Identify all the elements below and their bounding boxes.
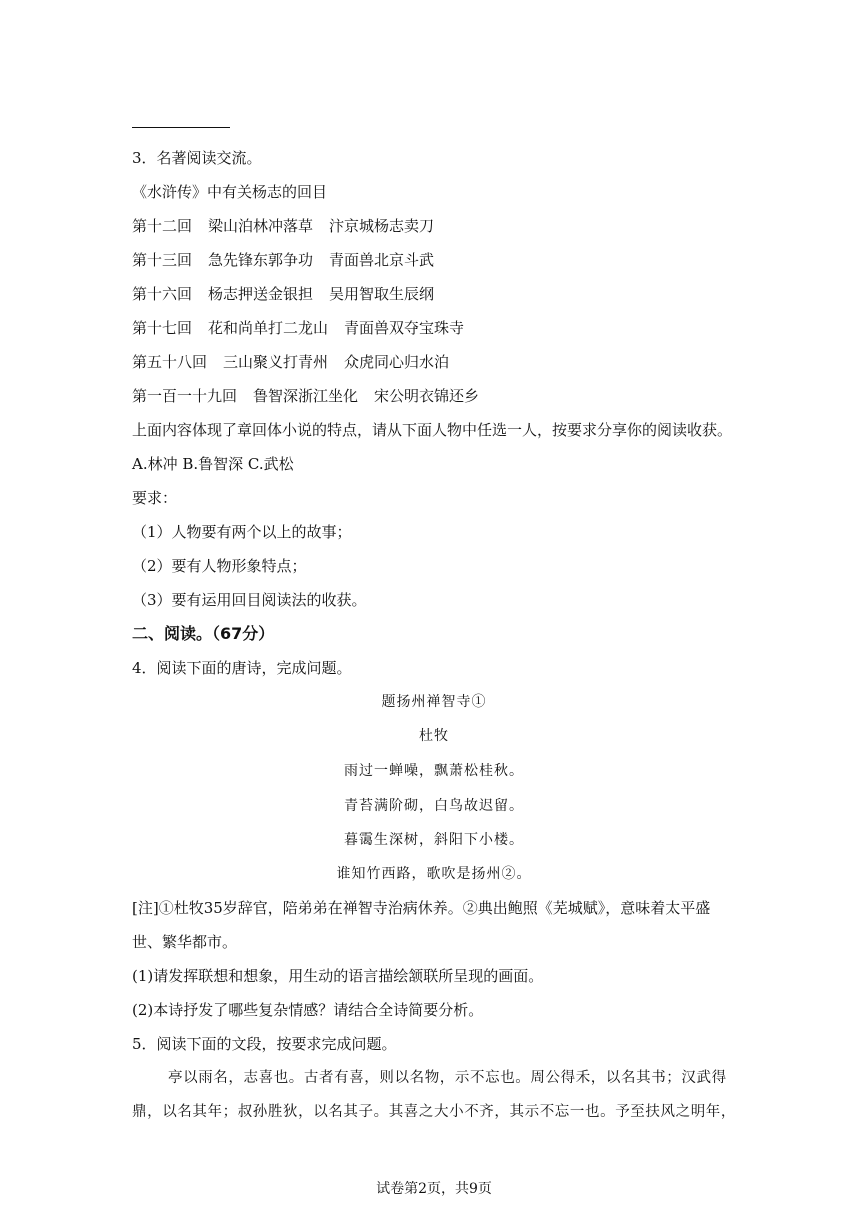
- q3-title: 3．名著阅读交流。: [132, 149, 262, 167]
- q4-subquestion-2: (2)本诗抒发了哪些复杂情感？请结合全诗简要分析。: [132, 1001, 484, 1019]
- chapter-line: 第五十八回 三山聚义打青州 众虎同心归水泊: [132, 353, 450, 371]
- chapter-line: 第十六回 杨志押送金银担 吴用智取生辰纲: [132, 285, 435, 303]
- chapter-line: 第一百一十九回 鲁智深浙江坐化 宋公明衣锦还乡: [132, 387, 480, 405]
- chapter-line: 第十七回 花和尚单打二龙山 青面兽双夺宝珠寺: [132, 319, 465, 337]
- q3-options: A.林冲 B.鲁智深 C.武松: [132, 455, 294, 473]
- poem-note: [注]①杜牧35岁辞官，陪弟弟在禅智寺治病休养。②典出鲍照《芜城赋》，意味着太平盛: [132, 899, 711, 917]
- q3-requirement: （3）要有运用回目阅读法的收获。: [132, 591, 367, 609]
- poem-line: 雨过一蝉噪，飘萧松桂秋。: [344, 763, 524, 779]
- chapter-line: 第十二回 梁山泊林冲落草 汴京城杨志卖刀: [132, 217, 435, 235]
- q5-paragraph-line: 亭以雨名，志喜也。古者有喜，则以名物，示不忘也。周公得禾，以名其书；汉武得: [168, 1070, 727, 1086]
- poem-line: 暮霭生深树，斜阳下小楼。: [344, 832, 524, 848]
- poem-line: 青苔满阶砌，白鸟故迟留。: [344, 798, 524, 814]
- q4-title: 4．阅读下面的唐诗，完成问题。: [132, 659, 352, 677]
- poem-line: 谁知竹西路，歌吹是扬州②。: [336, 866, 532, 882]
- page-footer: 试卷第2页，共9页: [376, 1181, 492, 1197]
- chapter-line: 第十三回 急先锋东郭争功 青面兽北京斗武: [132, 251, 435, 269]
- poem-author: 杜牧: [419, 728, 449, 744]
- q5-title: 5．阅读下面的文段，按要求完成问题。: [132, 1035, 397, 1053]
- section-heading: 二、阅读。（67分）: [132, 624, 275, 643]
- poem-note-cont: 世、繁华都市。: [132, 933, 238, 951]
- q3-requirement: （1）人物要有两个以上的故事；: [132, 523, 352, 541]
- q4-subquestion-1: (1)请发挥联想和想象，用生动的语言描绘颔联所呈现的画面。: [132, 967, 544, 985]
- poem-title: 题扬州禅智寺①: [381, 694, 487, 710]
- q5-paragraph-line: 鼎，以名其年；叔孙胜狄，以名其子。其喜之大小不齐，其示不忘一也。予至扶风之明年，: [132, 1104, 736, 1120]
- q3-requirement: （2）要有人物形象特点；: [132, 557, 307, 575]
- q3-requirements-label: 要求：: [132, 489, 178, 507]
- answer-blank-line: [132, 127, 230, 128]
- q3-intro: 《水浒传》中有关杨志的回目: [132, 183, 328, 201]
- q3-task: 上面内容体现了章回体小说的特点，请从下面人物中任选一人，按要求分享你的阅读收获。: [132, 421, 733, 439]
